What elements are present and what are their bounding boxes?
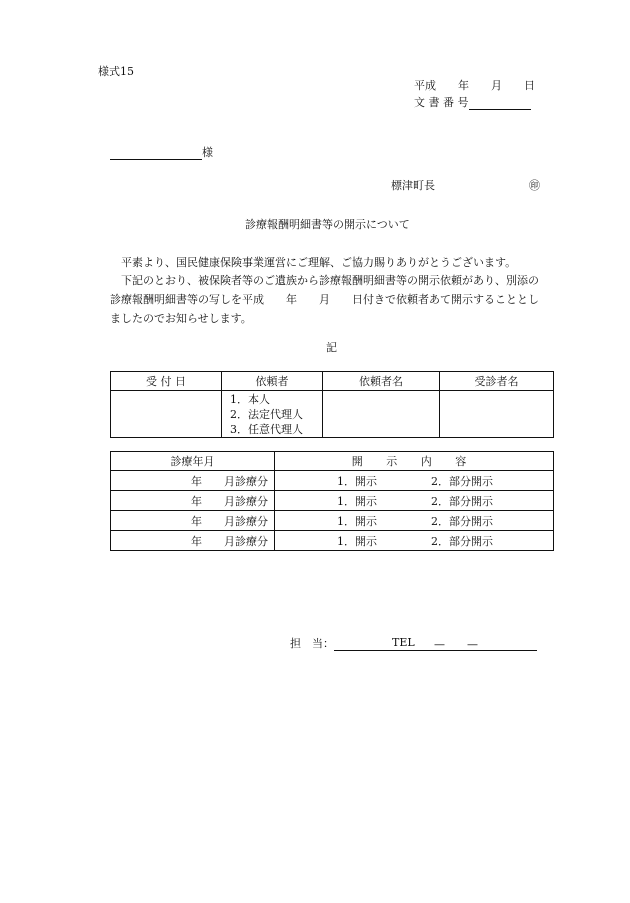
treatment-month-cell: 年 月診療分 — [111, 511, 275, 531]
table-row — [111, 491, 554, 511]
option-disclose: 1．開示 — [337, 494, 377, 508]
form-number: 様式15 — [98, 65, 134, 78]
note-heading: 記 — [326, 341, 337, 354]
body-paragraph-1: 平素より、国民健康保険事業運営にご理解、ご協力賜りありがとうございます。 — [121, 256, 517, 269]
table-row — [111, 471, 554, 491]
header-patient-name: 受診者名 — [440, 372, 554, 391]
disclosure-options-cell — [275, 491, 554, 511]
table-row — [111, 531, 554, 551]
option-partial-disclose: 2．部分開示 — [431, 494, 493, 508]
treatment-month-cell: 年 月診療分 — [111, 531, 275, 551]
doc-number-line — [469, 97, 531, 110]
header-requester-name: 依頼者名 — [323, 372, 440, 391]
doc-number — [414, 94, 531, 110]
doc-number-label: 文 書 番 号 — [414, 96, 469, 109]
contact-label: 担 当： — [290, 637, 334, 650]
tel-label: TEL — [392, 636, 415, 649]
contact-underline — [334, 636, 537, 651]
header-disclosure-content: 開 示 内 容 — [275, 452, 554, 471]
treatment-month-cell: 年 月診療分 — [111, 491, 275, 511]
requester-option-3: 3．任意代理人 — [230, 422, 303, 436]
date-line: 平成 年 月 日 — [414, 79, 535, 92]
option-disclose: 1．開示 — [337, 514, 377, 528]
option-partial-disclose: 2．部分開示 — [431, 474, 493, 488]
option-disclose: 1．開示 — [337, 534, 377, 548]
tel-dashes: — — — [434, 638, 478, 651]
option-partial-disclose: 2．部分開示 — [431, 534, 493, 548]
disclosure-table — [110, 451, 554, 551]
header-treatment-month: 診療年月 — [111, 452, 275, 471]
sender-title: 標津町長 — [391, 179, 435, 192]
body-paragraph-2: 下記のとおり、被保険者等のご遺族から診療報酬明細書等の開示依頼があり、別添の診療報酬明細書等の写しを平成 年 月 日付きで依頼者あて開示することとしましたのでお知らせします。 — [110, 274, 539, 325]
header-requester: 依頼者 — [222, 372, 323, 391]
addressee-suffix: 様 — [202, 146, 213, 159]
treatment-month-cell: 年 月診療分 — [111, 471, 275, 491]
seal-mark: ㊞ — [529, 179, 540, 192]
cell-reception-date — [111, 391, 222, 438]
header-reception-date: 受 付 日 — [111, 372, 222, 391]
cell-requester-options — [222, 391, 323, 438]
addressee — [110, 144, 213, 160]
disclosure-options-cell — [275, 531, 554, 551]
cell-requester-name — [323, 391, 440, 438]
contact-line — [290, 635, 537, 651]
document-title: 診療報酬明細書等の開示について — [245, 218, 410, 231]
requester-option-1: 1．本人 — [230, 392, 270, 406]
option-disclose: 1．開示 — [337, 474, 377, 488]
disclosure-options-cell — [275, 471, 554, 491]
addressee-line — [110, 147, 202, 160]
requester-option-2: 2．法定代理人 — [230, 407, 303, 421]
request-table — [110, 371, 554, 438]
cell-patient-name — [440, 391, 554, 438]
option-partial-disclose: 2．部分開示 — [431, 514, 493, 528]
disclosure-options-cell — [275, 511, 554, 531]
table-row — [111, 511, 554, 531]
